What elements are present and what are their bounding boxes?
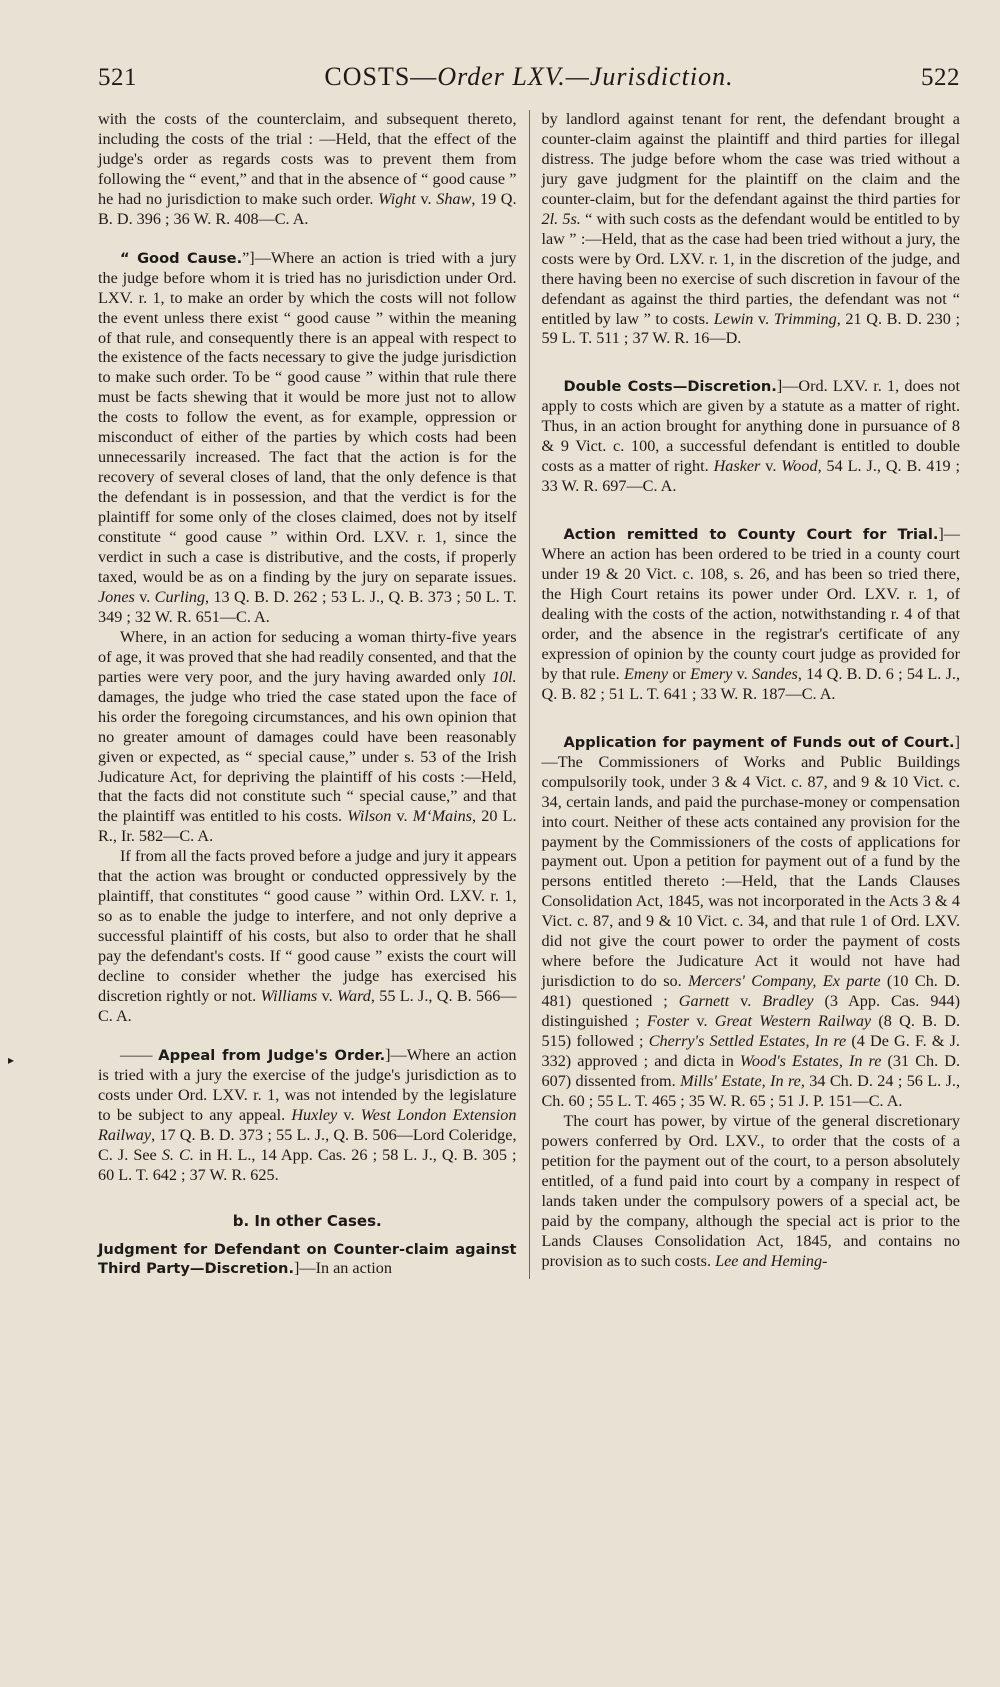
paragraph-appeal: —— Appeal from Judge's Order.]—Where an action is tried with a jury the exercise of the judge's jurisdiction as to costs under Ord. LXV. r. 1, was not intended by the legislature to be subject to any appeal. Huxley v. West London Extension Railway, 17 Q. B. D. 373 ; 55 L. J., Q. B. 506—Lord Coleridge, C. J. See S. C. in H. L., 14 App. Cas. 26 ; 58 L. J., Q. B. 305 ; 60 L. T. 642 ; 37 W. R. 625.: [98, 1045, 517, 1184]
paragraph-judgment: Judgment for Defendant on Counter-claim against Third Party—Discretion.]—In an action: [98, 1240, 517, 1278]
right-page-number: 522: [921, 64, 960, 91]
subsection-heading: b. In other Cases.: [232, 1211, 382, 1230]
paragraph: Where, in an action for seducing a woman thirty-five years of age, it was proved that she had readily consented, and that the parties were very poor, and the jury having awarded only 10l. damages, the judge who tried the case stated upon the face of his order the foregoing circumstances, and his own opinion that no greater amount of damages could have been reasonably given or expected, as “ special cause,” under s. 53 of the Irish Judicature Act, for depriving the plaintiff of his costs :—Held, that the facts did not constitute such “ special cause,” and that the plaintiff was entitled to his costs. Wilson v. M‘Mains, 20 L. R., Ir. 582—C. A.: [98, 627, 517, 846]
paragraph: The court has power, by virtue of the general discretionary powers conferred by Ord. LXV., to order that the costs of a petition for the payment out of the court, to a person absolutely entitled, of a fund paid into court by a company in respect of lands taken under the compulsory powers of a special act, be paid by the company, although the special act is prior to the Lands Clauses Consolidation Act, 1845, and contains no provision as to such costs. Lee and Heming-: [541, 1111, 960, 1270]
running-title: COSTS—Order LXV.—Jurisdiction.: [324, 62, 734, 91]
left-column: [98, 110, 529, 1279]
paragraph: by landlord against tenant for rent, the defendant brought a counter-claim against the plaintiff and third parties for illegal distress. The judge before whom the case was tried without a jury gave judgment for the plaintiff on the claim and the counter-claim, but for the defendant against the third parties for 2l. 5s. “ with such costs as the defendant would be entitled to by law ” :—Held, that as the case had been tried without a jury, the costs were by Ord. LXV. r. 1, in the discretion of the judge, and there having been no exercise of such discretion in favour of the defendant as against the third parties, the defendant was not “ entitled by law ” to costs. Lewin v. Trimming, 21 Q. B. D. 230 ; 59 L. T. 511 ; 37 W. R. 16—D.: [541, 110, 960, 348]
section-heading: “ Good Cause.: [120, 249, 243, 267]
paragraph-funds: Application for payment of Funds out of Court.]—The Commissioners of Works and Public Buildings compulsorily took, under 3 & 4 Vict. c. 87, and 9 & 10 Vict. c. 34, certain lands, and paid the purchase-money or compensation into court. Neither of these acts contained any provision for the payment by the Commissioners of the costs of applications for payment out. Upon a petition for payment out of a fund by the persons entitled thereto :—Held, that the Lands Clauses Consolidation Act, 1845, was not incorporated in the Acts 3 & 4 Vict. c. 87, and 9 & 10 Vict. c. 34, and that rule 1 of Ord. LXV. did not give the court power to order the payment of costs where before the Judicature Act it would not have had jurisdiction to do so. Mercers' Company, Ex parte (10 Ch. D. 481) questioned ; Garnett v. Bradley (3 App. Cas. 944) distinguished ; Foster v. Great Western Railway (8 Q. B. D. 515) followed ; Cherry's Settled Estates, In re (4 De G. F. & J. 332) approved ; and dicta in Wood's Estates, In re (31 Ch. D. 607) dissented from. Mills' Estate, In re, 34 Ch. D. 24 ; 56 L. J., Ch. 60 ; 55 L. T. 465 ; 35 W. R. 65 ; 51 J. P. 151—C. A.: [541, 732, 961, 1110]
paragraph-double-costs: Double Costs—Discretion.]—Ord. LXV. r. 1, does not apply to costs which are given by a statute as a matter of right. Thus, in an action brought for anything done in pursuance of 8 & 9 Vict. c. 100, a successful defendant is entitled to double costs as a matter of right. Hasker v. Wood, 54 L. J., Q. B. 419 ; 33 W. R. 697—C. A.: [541, 377, 960, 496]
section-heading: Application for payment of Funds out of Court.: [563, 733, 955, 751]
running-header: [98, 62, 960, 106]
margin-arrow-icon: ▸: [8, 1053, 15, 1067]
section-heading: Action remitted to County Court for Trial.: [563, 526, 939, 544]
paragraph-good-cause: “ Good Cause.”]—Where an action is tried with a jury the judge before whom it is tried has no jurisdiction under Ord. LXV. r. 1, to make an order by which the costs will not follow the event unless there exist “ good cause ” within the meaning of that rule, and consequently there is an appeal with respect to the existence of the facts necessary to give the judge jurisdiction to make such order. To be “ good cause ” within that rule there must be facts shewing that it would be more just not to allow the costs to follow the event, as for example, oppression or misconduct of either of the parties by which costs had been unnecessarily increased. The fact that the action is for the recovery of several closes of land, that the only defence is that the defendant is in possession, and that the verdict is for the plaintiff for some only of the closes claimed, does not by itself constitute “ good cause ” within Ord. LXV. r. 1, since the verdict in such a case is distributive, and the costs, if properly taxed, would be as on a finding by the jury on separate issues. Jones v. Curling, 13 Q. B. D. 262 ; 53 L. J., Q. B. 373 ; 50 L. T. 349 ; 32 W. R. 651—C. A.: [98, 248, 517, 626]
right-column: [529, 110, 961, 1279]
two-column-body: [98, 110, 960, 1279]
section-heading: Appeal from Judge's Order.: [158, 1046, 386, 1064]
left-page-number: 521: [98, 64, 137, 91]
paragraph: If from all the facts proved before a judge and jury it appears that the action was brought or conducted oppressively by the plaintiff, that constitutes “ good cause ” within Ord. LXV. r. 1, so as to enable the judge to interfere, and not only deprive a successful plaintiff of his costs, but also to order that he shall pay the defendant's costs. If “ good cause ” exists the court will decline to consider whether the judge has exercised his discretion rightly or not. Williams v. Ward, 55 L. J., Q. B. 566—C. A.: [98, 847, 517, 1025]
paragraph: with the costs of the counterclaim, and subsequent thereto, including the costs of the trial : —Held, that the effect of the judge's order as regards costs was to prevent them from following the “ event,” and that in the absence of “ good cause ” he had no jurisdiction to make such order. Wight v. Shaw, 19 Q. B. D. 396 ; 36 W. R. 408—C. A.: [98, 110, 517, 228]
paragraph-county-court: Action remitted to County Court for Trial.]—Where an action has been ordered to be tried in a county court under 19 & 20 Vict. c. 108, s. 26, and has been so tried there, the High Court retains its power under Ord. LXV. r. 1, of dealing with the costs of the action, notwithstanding r. 4 of that order, and the absence in the registrar's certificate of any expression of opinion by the county court judge as provided for by that rule. Emeny or Emery v. Sandes, 14 Q. B. D. 6 ; 54 L. J., Q. B. 82 ; 51 L. T. 641 ; 33 W. R. 187—C. A.: [541, 525, 960, 703]
section-heading: Double Costs—Discretion.: [563, 378, 777, 396]
section-heading: Judgment for Defendant on Counter-claim against Third Party—Discretion.: [98, 1240, 517, 1278]
